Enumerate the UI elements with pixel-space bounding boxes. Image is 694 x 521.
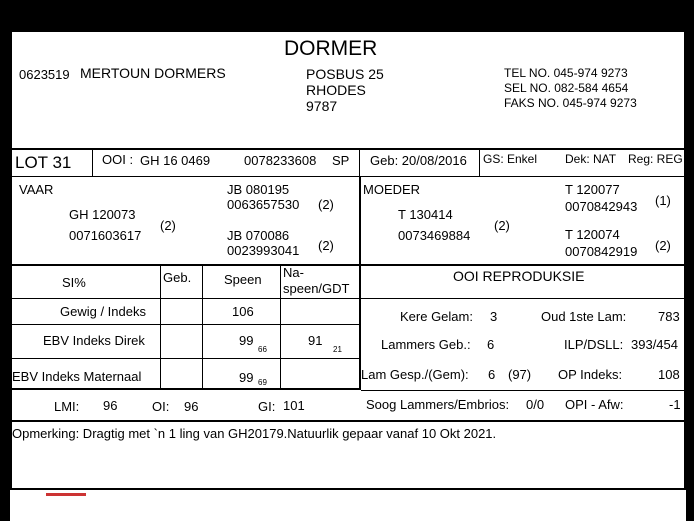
row-label: EBV Indeks Direk: [43, 333, 145, 348]
gi-value: 101: [283, 398, 305, 413]
field-value: 3: [490, 309, 498, 324]
farm-name: MERTOUN DORMERS: [80, 65, 226, 81]
contact-line: TEL NO. 045-974 9273: [504, 66, 628, 80]
address-line: RHODES: [306, 82, 366, 98]
remark: Opmerking: Dragtig met `n 1 ling van GH20179.Natuurlik gepaar vanaf 10 Okt 2021.: [12, 426, 497, 441]
ooi-label: OOI :: [102, 152, 134, 167]
divider: [361, 390, 686, 391]
vaar-vaar-count: (2): [318, 197, 334, 212]
col-si: SI%: [62, 275, 86, 290]
divider: [479, 150, 480, 176]
vaar-moeder-id: JB 070086: [227, 228, 290, 243]
speen-subscript: 69: [258, 378, 267, 387]
divider: [361, 298, 686, 299]
divider: [12, 388, 361, 390]
row-label: Gewig / Indeks: [60, 304, 146, 319]
oi-value: 96: [184, 399, 199, 414]
field-label: ILP/DSLL:: [564, 337, 624, 352]
field-label: Lam Gesp./(Gem):: [361, 367, 469, 382]
field-value: 6: [488, 367, 496, 382]
col-naspeen: Na- speen/GDT: [283, 265, 350, 296]
moeder-count: (2): [494, 218, 510, 233]
oi-label: OI:: [152, 399, 170, 414]
lmi-label: LMI:: [54, 399, 80, 414]
birth-date: Geb: 20/08/2016: [370, 153, 467, 168]
ooi-number: 0078233608: [244, 153, 317, 168]
naspeen-value: 91: [308, 333, 323, 348]
row-label: EBV Indeks Maternaal: [12, 369, 142, 384]
vaar-moeder-count: (2): [318, 238, 334, 253]
address-line: 9787: [306, 98, 338, 114]
moeder-number: 0073469884: [398, 228, 471, 243]
field-label: Soog Lammers/Embrios:: [366, 397, 510, 412]
speen-value: 106: [232, 304, 254, 319]
field-label: Kere Gelam:: [400, 309, 473, 324]
decorative-mark: [46, 493, 86, 496]
field-label: Oud 1ste Lam:: [541, 309, 627, 324]
field-label: Lammers Geb.:: [381, 337, 471, 352]
field-value: 108: [658, 367, 680, 382]
speen-subscript: 66: [258, 345, 267, 354]
divider: [12, 148, 686, 150]
moeder-vaar-count: (1): [655, 193, 671, 208]
moeder-moeder-id: T 120074: [565, 227, 620, 242]
field-label: OP Indeks:: [558, 367, 623, 382]
speen-value: 99: [239, 333, 254, 348]
divider: [160, 265, 161, 389]
divider: [280, 265, 281, 389]
ooi-value: GH 16 0469: [140, 153, 211, 168]
vaar-count: (2): [160, 218, 176, 233]
dek-field: Dek: NAT: [565, 152, 617, 166]
col-speen: Speen: [224, 272, 262, 287]
moeder-vaar-number: 0070842943: [565, 199, 638, 214]
address-line: POSBUS 25: [306, 66, 384, 82]
vaar-label: VAAR: [19, 182, 54, 197]
gs-field: GS: Enkel: [483, 152, 538, 166]
speen-value: 99: [239, 370, 254, 385]
id-number: 0623519: [19, 67, 70, 82]
lmi-value: 96: [103, 398, 118, 413]
page-title: DORMER: [284, 37, 378, 60]
field-value: (97): [508, 367, 532, 382]
divider: [12, 358, 359, 359]
section-title: OOI REPRODUKSIE: [453, 268, 585, 284]
gi-label: GI:: [258, 399, 276, 414]
ooi-suffix: SP: [332, 153, 350, 168]
naspeen-subscript: 21: [333, 345, 342, 354]
moeder-label: MOEDER: [363, 182, 421, 197]
vaar-vaar-number: 0063657530: [227, 197, 300, 212]
field-value: 783: [658, 309, 680, 324]
contact-line: FAKS NO. 045-974 9273: [504, 96, 637, 110]
divider: [12, 324, 359, 325]
reg-field: Reg: REG: [628, 152, 683, 166]
divider: [12, 420, 686, 422]
vaar-vaar-id: JB 080195: [227, 182, 290, 197]
divider: [12, 176, 686, 177]
divider: [202, 265, 203, 389]
col-geb: Geb.: [163, 270, 192, 285]
vaar-moeder-number: 0023993041: [227, 243, 300, 258]
catalogue-card: [10, 30, 686, 490]
field-value: 6: [487, 337, 495, 352]
vaar-number: 0071603617: [69, 228, 142, 243]
moeder-id: T 130414: [398, 207, 453, 222]
moeder-vaar-id: T 120077: [565, 182, 620, 197]
contact-line: SEL NO. 082-584 4654: [504, 81, 629, 95]
lot-number: LOT 31: [15, 153, 72, 172]
field-value: -1: [669, 397, 681, 412]
divider: [12, 298, 359, 299]
vaar-id: GH 120073: [69, 207, 136, 222]
field-value: 0/0: [526, 397, 545, 412]
bottom-strip: [10, 490, 686, 521]
moeder-moeder-count: (2): [655, 238, 671, 253]
moeder-moeder-number: 0070842919: [565, 244, 638, 259]
divider: [92, 150, 93, 176]
divider: [359, 150, 360, 176]
field-label: OPI - Afw:: [565, 397, 624, 412]
field-value: 393/454: [631, 337, 678, 352]
divider: [359, 177, 361, 264]
